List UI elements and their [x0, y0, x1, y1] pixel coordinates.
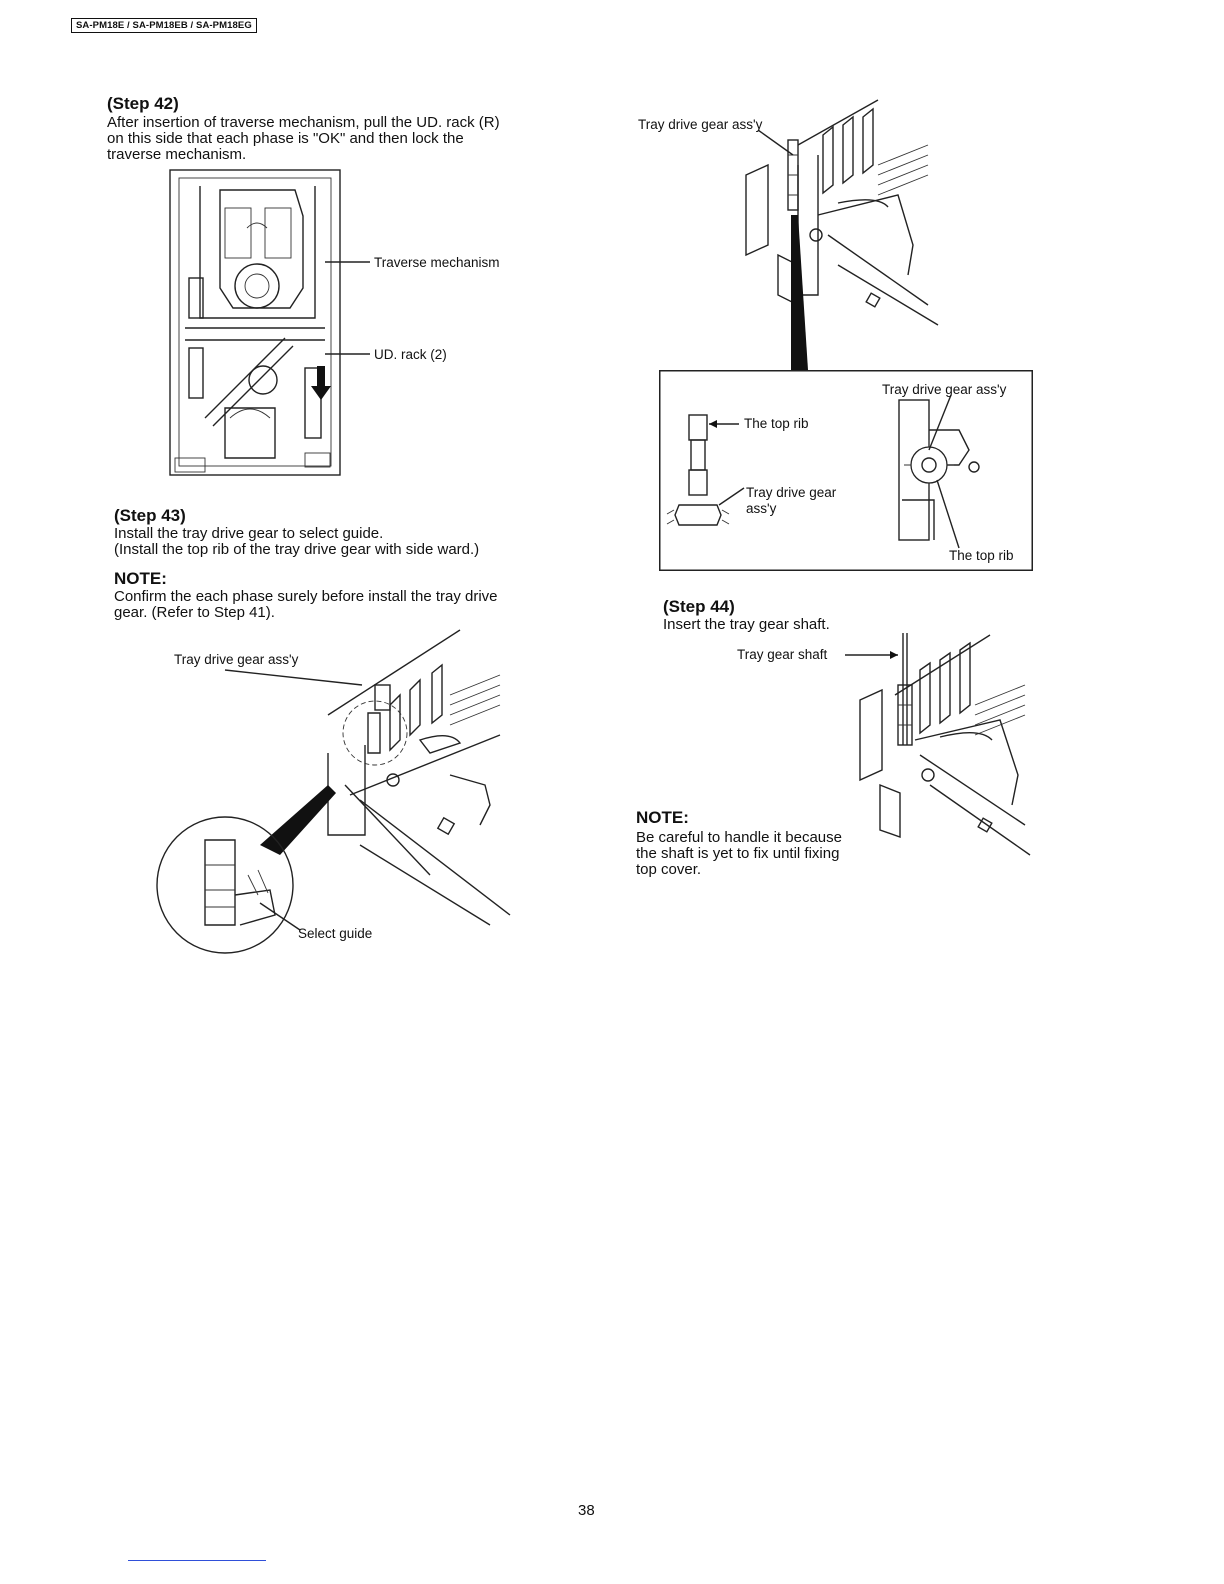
step-44-note-line-1: Be careful to handle it because: [636, 829, 842, 846]
step-44-note-title: NOTE:: [636, 808, 689, 827]
step-44-title: (Step 44): [663, 597, 735, 616]
label-ud-rack: UD. rack (2): [374, 347, 447, 362]
label-tray-drive-gear-step43: Tray drive gear ass'y: [174, 652, 299, 667]
step-44-line-1: Insert the tray gear shaft.: [663, 616, 830, 633]
footer-rule: [128, 1560, 266, 1561]
label-traverse-mechanism: Traverse mechanism: [374, 255, 500, 270]
step-42-line-2: on this side that each phase is "OK" and then lock the: [107, 130, 464, 147]
step-44-note-line-2: the shaft is yet to fix until fixing: [636, 845, 840, 862]
label-tray-drive-gear-top: Tray drive gear ass'y: [638, 117, 763, 132]
step-43-line-2: (Install the top rib of the tray drive gear with side ward.): [114, 541, 480, 558]
step-43-note-title: NOTE:: [114, 569, 167, 588]
model-number-box: SA-PM18E / SA-PM18EB / SA-PM18EG: [71, 18, 257, 33]
step-43-note-line-1: Confirm the each phase surely before install the tray drive: [114, 588, 498, 605]
step-43-note: [114, 589, 498, 621]
step-44-note-line-3: top cover.: [636, 861, 702, 878]
step-42-line-3: traverse mechanism.: [107, 146, 247, 163]
step-43-note-line-2: gear. (Refer to Step 41).: [114, 604, 275, 621]
tray-drive-gear-figure: [738, 95, 938, 370]
tray-gear-shaft-figure: [840, 625, 1030, 885]
label-select-guide: Select guide: [298, 926, 373, 941]
step-43-line-1: Install the tray drive gear to select guide.: [114, 525, 384, 542]
page-number: 38: [578, 1502, 595, 1519]
step-44-note: [636, 830, 842, 878]
traverse-mechanism-figure: [165, 168, 535, 480]
label-tray-drive-gear-small: Tray drive gear: [746, 485, 837, 500]
label-tray-drive-gear-inset: Tray drive gear ass'y: [882, 382, 1007, 397]
label-top-rib-2: The top rib: [949, 548, 1014, 563]
step-42-title: (Step 42): [107, 94, 179, 113]
step-43-text: [114, 526, 479, 558]
inset-box: [659, 370, 1034, 572]
step-43-title: (Step 43): [114, 506, 186, 525]
label-top-rib-1: The top rib: [744, 416, 809, 431]
label-assy-small: ass'y: [746, 501, 777, 516]
step-42-line-1: After insertion of traverse mechanism, pull the UD. rack (R): [107, 114, 500, 131]
step-42-text: [107, 115, 500, 163]
label-tray-gear-shaft: Tray gear shaft: [737, 647, 828, 662]
